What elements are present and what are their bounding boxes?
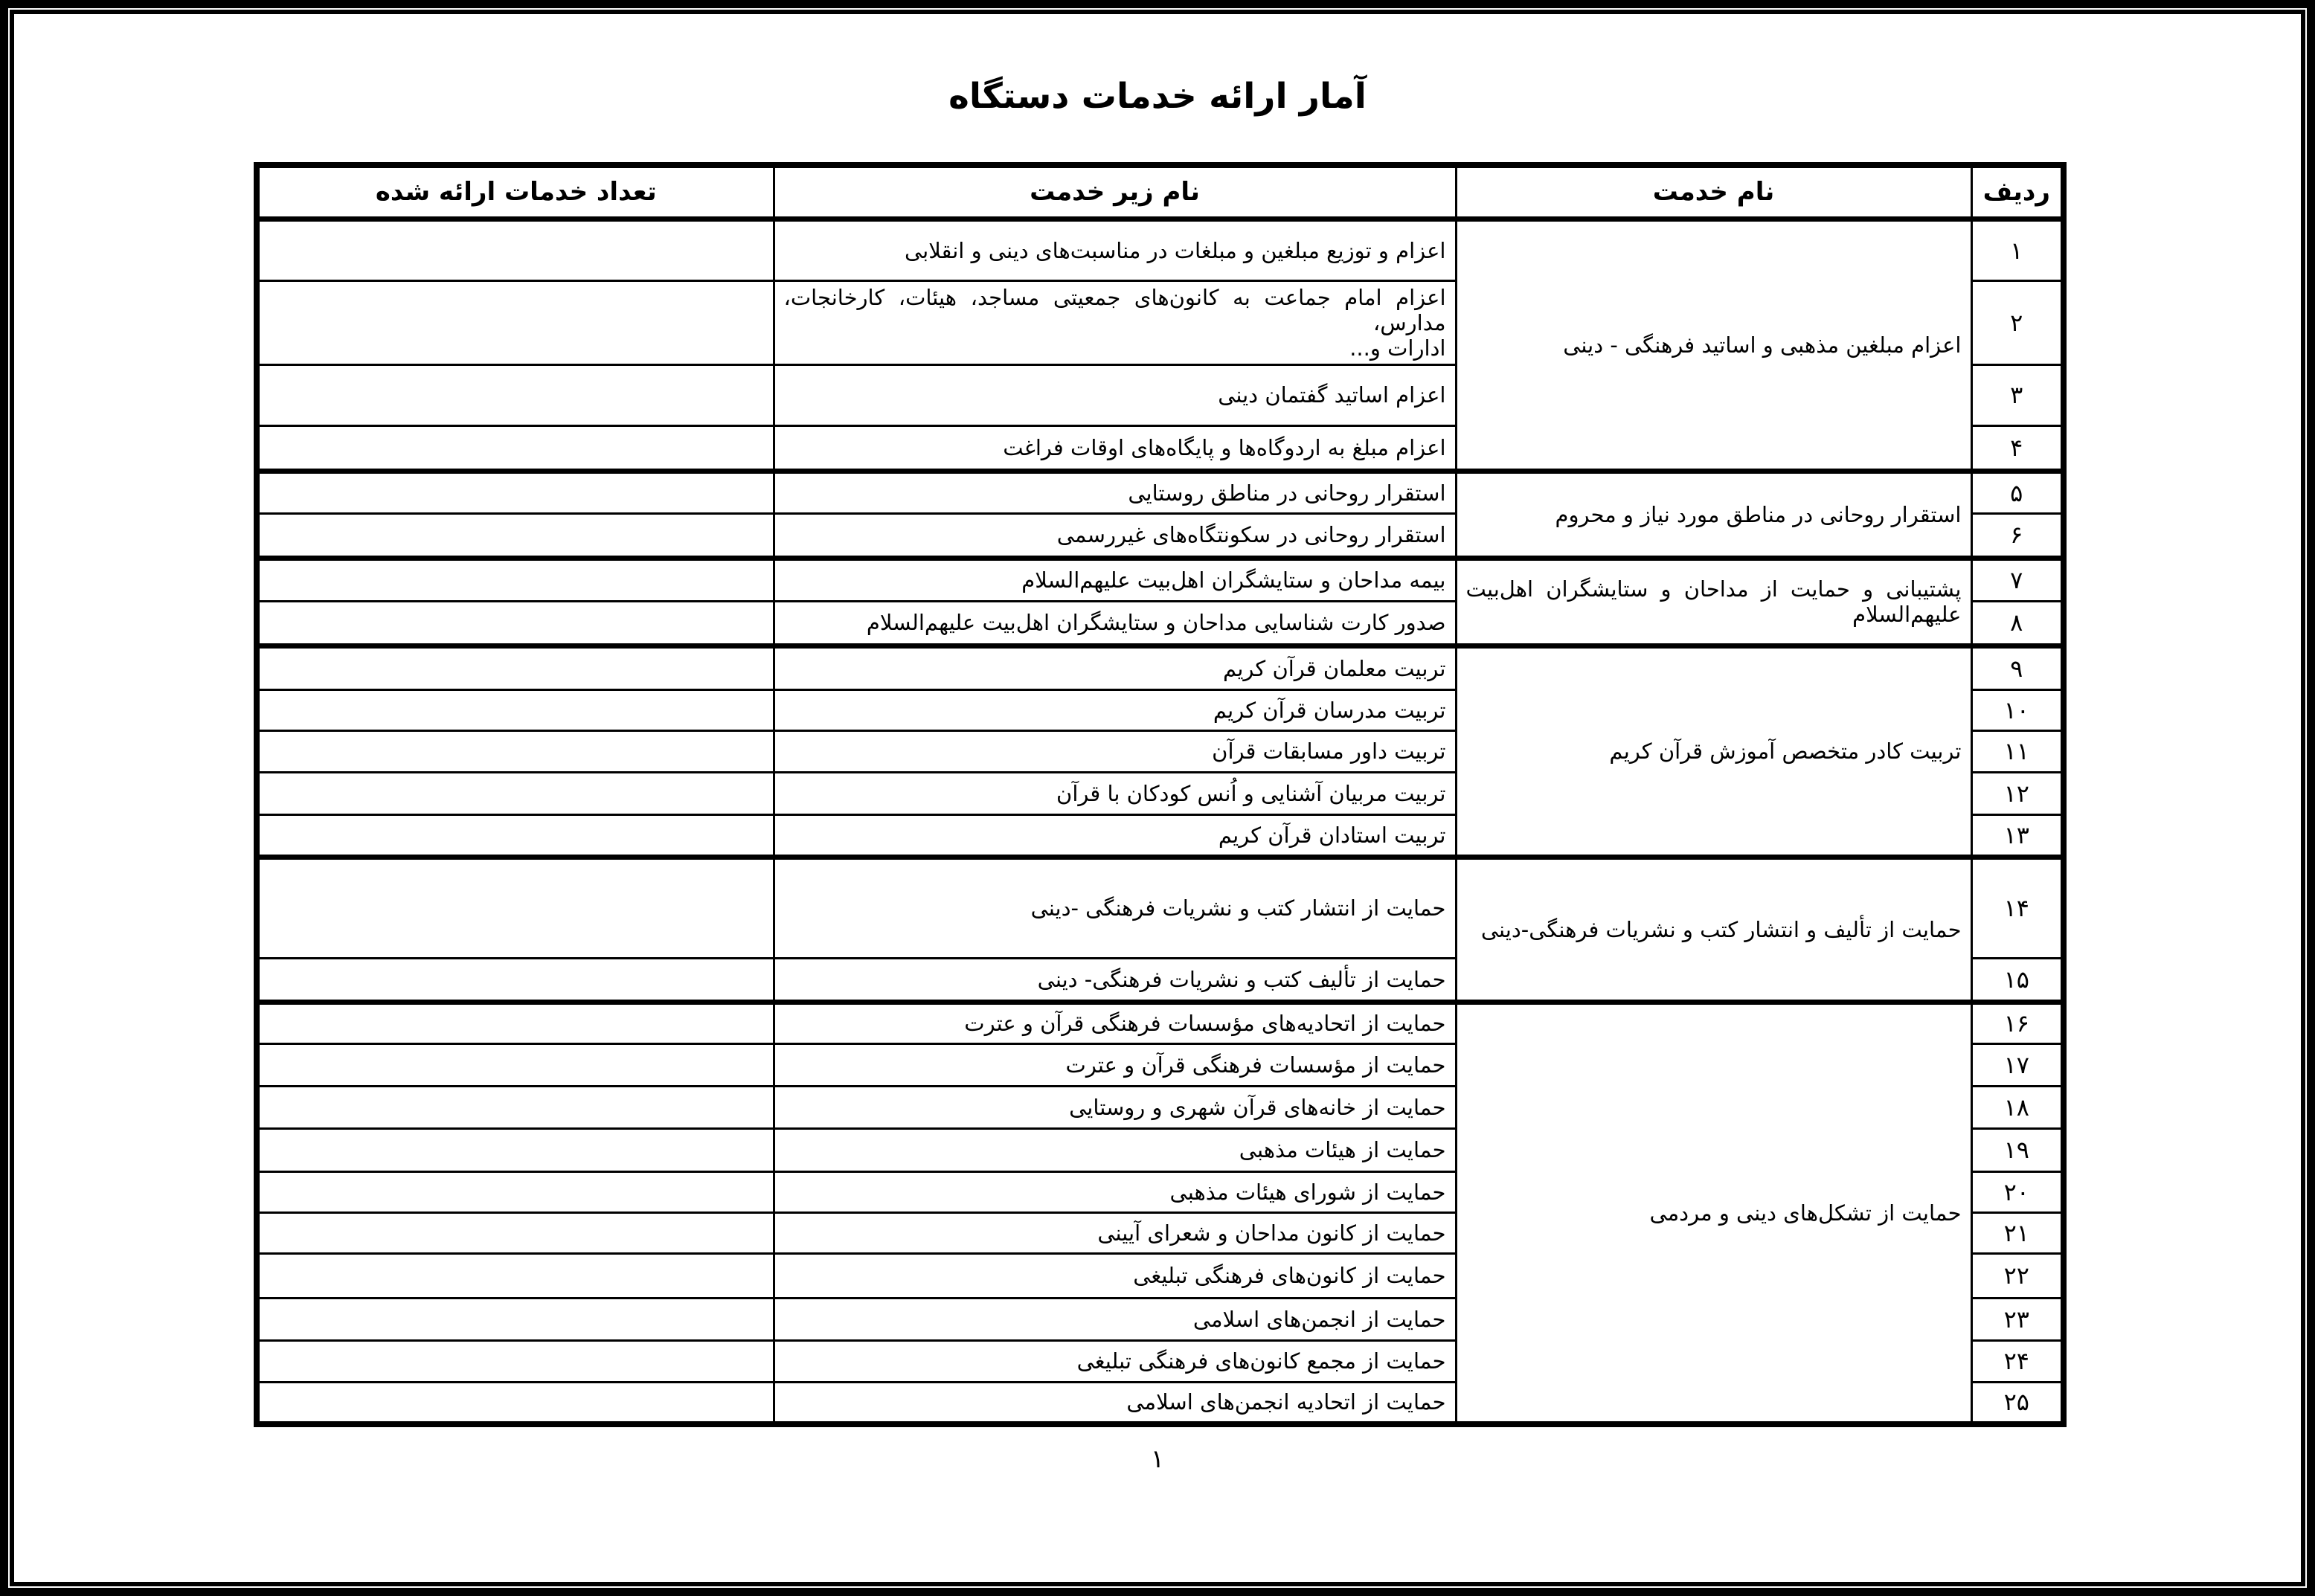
header-cell-count: تعداد خدمات ارائه شده: [257, 165, 774, 219]
sub-service-cell: صدور کارت شناسایی مداحان و ستایشگران اهل‌بیت علیهم‌السلام: [774, 601, 1456, 646]
count-cell: [257, 689, 774, 730]
row-number-cell: ۱۴: [1971, 857, 2064, 958]
sub-service-cell: تربیت استادان قرآن کریم: [774, 814, 1456, 857]
row-number-cell: ۱۲: [1971, 772, 2064, 814]
table-row: [257, 1002, 2064, 1043]
sub-service-cell: حمایت از اتحادیه‌های مؤسسات فرهنگی قرآن و عترت: [774, 1002, 1456, 1043]
sub-service-cell: اعزام مبلغ به اردوگاه‌ها و پایگاه‌های اوقات فراغت: [774, 425, 1456, 471]
count-cell: [257, 1253, 774, 1298]
sub-service-cell: [774, 280, 1456, 364]
service-name-cell: اعزام مبلغین مذهبی و اساتید فرهنگی - دینی: [1456, 219, 1971, 471]
row-number-cell: ۱۳: [1971, 814, 2064, 857]
table-row: [257, 646, 2064, 689]
sub-service-cell: حمایت از کانون مداحان و شعرای آیینی: [774, 1212, 1456, 1253]
count-cell: [257, 1212, 774, 1253]
sub-service-cell: تربیت داور مسابقات قرآن: [774, 730, 1456, 772]
row-number-cell: ۸: [1971, 601, 2064, 646]
row-number-cell: ۲۲: [1971, 1253, 2064, 1298]
sub-service-cell: حمایت از شورای هیئات مذهبی: [774, 1171, 1456, 1212]
sub-service-cell: تربیت مربیان آشنایی و اُنس کودکان با قرآن: [774, 772, 1456, 814]
header-row: [257, 165, 2064, 219]
service-name-cell: حمایت از تشکل‌های دینی و مردمی: [1456, 1002, 1971, 1424]
service-name-cell: حمایت از تألیف و انتشار کتب و نشریات فرهنگی-دینی: [1456, 857, 1971, 1002]
row-number-cell: ۶: [1971, 513, 2064, 558]
row-number-cell: ۱۷: [1971, 1043, 2064, 1086]
table-header: [257, 165, 2064, 219]
sub-service-cell: حمایت از اتحادیه انجمن‌های اسلامی: [774, 1382, 1456, 1424]
sub-service-cell: حمایت از خانه‌های قرآن شهری و روستایی: [774, 1086, 1456, 1128]
services-table: [254, 162, 2067, 1427]
row-number-cell: ۲: [1971, 280, 2064, 364]
count-cell: [257, 1171, 774, 1212]
sub-service-cell: حمایت از تألیف کتب و نشریات فرهنگی- دینی: [774, 958, 1456, 1002]
row-number-cell: ۱۸: [1971, 1086, 2064, 1128]
sub-service-cell: اعزام اساتید گفتمان دینی: [774, 364, 1456, 425]
header-cell-sub-service-name: نام زیر خدمت: [774, 165, 1456, 219]
row-number-cell: ۷: [1971, 558, 2064, 601]
count-cell: [257, 601, 774, 646]
row-number-cell: ۴: [1971, 425, 2064, 471]
page-number: ۱: [1150, 1444, 1165, 1474]
count-cell: [257, 471, 774, 513]
count-cell: [257, 1002, 774, 1043]
service-name-cell: تربیت کادر متخصص آموزش قرآن کریم: [1456, 646, 1971, 857]
row-number-cell: ۱۵: [1971, 958, 2064, 1002]
header-cell-radif: ردیف: [1971, 165, 2064, 219]
count-cell: [257, 1340, 774, 1382]
table-row: [257, 471, 2064, 513]
service-name-cell: [1456, 558, 1971, 646]
count-cell: [257, 558, 774, 601]
count-cell: [257, 425, 774, 471]
count-cell: [257, 513, 774, 558]
row-number-cell: ۱: [1971, 219, 2064, 280]
table-row: [257, 558, 2064, 601]
sub-service-line-2: ادارات و...: [1349, 335, 1446, 361]
row-number-cell: ۱۱: [1971, 730, 2064, 772]
sub-service-cell: تربیت مدرسان قرآن کریم: [774, 689, 1456, 730]
page-title: آمار ارائه خدمات دستگاه: [948, 76, 1367, 117]
count-cell: [257, 857, 774, 958]
sub-service-cell: حمایت از کانون‌های فرهنگی تبلیغی: [774, 1253, 1456, 1298]
count-cell: [257, 364, 774, 425]
sub-service-cell: حمایت از انجمن‌های اسلامی: [774, 1298, 1456, 1340]
count-cell: [257, 1382, 774, 1424]
count-cell: [257, 814, 774, 857]
row-number-cell: ۲۳: [1971, 1298, 2064, 1340]
count-cell: [257, 219, 774, 280]
sub-service-cell: حمایت از مؤسسات فرهنگی قرآن و عترت: [774, 1043, 1456, 1086]
count-cell: [257, 646, 774, 689]
sub-service-cell: حمایت از هیئات مذهبی: [774, 1128, 1456, 1171]
count-cell: [257, 1128, 774, 1171]
header-cell-service-name: نام خدمت: [1456, 165, 1971, 219]
sub-service-cell: حمایت از مجمع کانون‌های فرهنگی تبلیغی: [774, 1340, 1456, 1382]
row-number-cell: ۲۱: [1971, 1212, 2064, 1253]
sub-service-cell: بیمه مداحان و ستایشگران اهل‌بیت علیهم‌السلام: [774, 558, 1456, 601]
count-cell: [257, 958, 774, 1002]
row-number-cell: ۲۴: [1971, 1340, 2064, 1382]
table-row: [257, 219, 2064, 280]
row-number-cell: ۲۵: [1971, 1382, 2064, 1424]
count-cell: [257, 280, 774, 364]
service-name-line-1: پشتیبانی و حمایت از مداحان و ستایشگران اهل‌بیت: [1465, 576, 1962, 602]
sub-service-cell: تربیت معلمان قرآن کریم: [774, 646, 1456, 689]
row-number-cell: ۱۰: [1971, 689, 2064, 730]
count-cell: [257, 1043, 774, 1086]
table-row: [257, 857, 2064, 958]
count-cell: [257, 730, 774, 772]
row-number-cell: ۲۰: [1971, 1171, 2064, 1212]
sub-service-cell: استقرار روحانی در مناطق روستایی: [774, 471, 1456, 513]
service-name-cell: استقرار روحانی در مناطق مورد نیاز و محروم: [1456, 471, 1971, 558]
count-cell: [257, 772, 774, 814]
count-cell: [257, 1086, 774, 1128]
sub-service-line-1: اعزام امام جماعت به کانون‌های جمعیتی مساجد، هیئات، کارخانجات، مدارس،: [783, 284, 1446, 335]
row-number-cell: ۹: [1971, 646, 2064, 689]
row-number-cell: ۱۶: [1971, 1002, 2064, 1043]
row-number-cell: ۱۹: [1971, 1128, 2064, 1171]
sub-service-cell: استقرار روحانی در سکونتگاه‌های غیررسمی: [774, 513, 1456, 558]
service-name-line-2: علیهم‌السلام: [1852, 602, 1962, 627]
sub-service-cell: اعزام و توزیع مبلغین و مبلغات در مناسبت‌های دینی و انقلابی: [774, 219, 1456, 280]
sub-service-cell: حمایت از انتشار کتب و نشریات فرهنگی -دینی: [774, 857, 1456, 958]
count-cell: [257, 1298, 774, 1340]
row-number-cell: ۵: [1971, 471, 2064, 513]
row-number-cell: ۳: [1971, 364, 2064, 425]
